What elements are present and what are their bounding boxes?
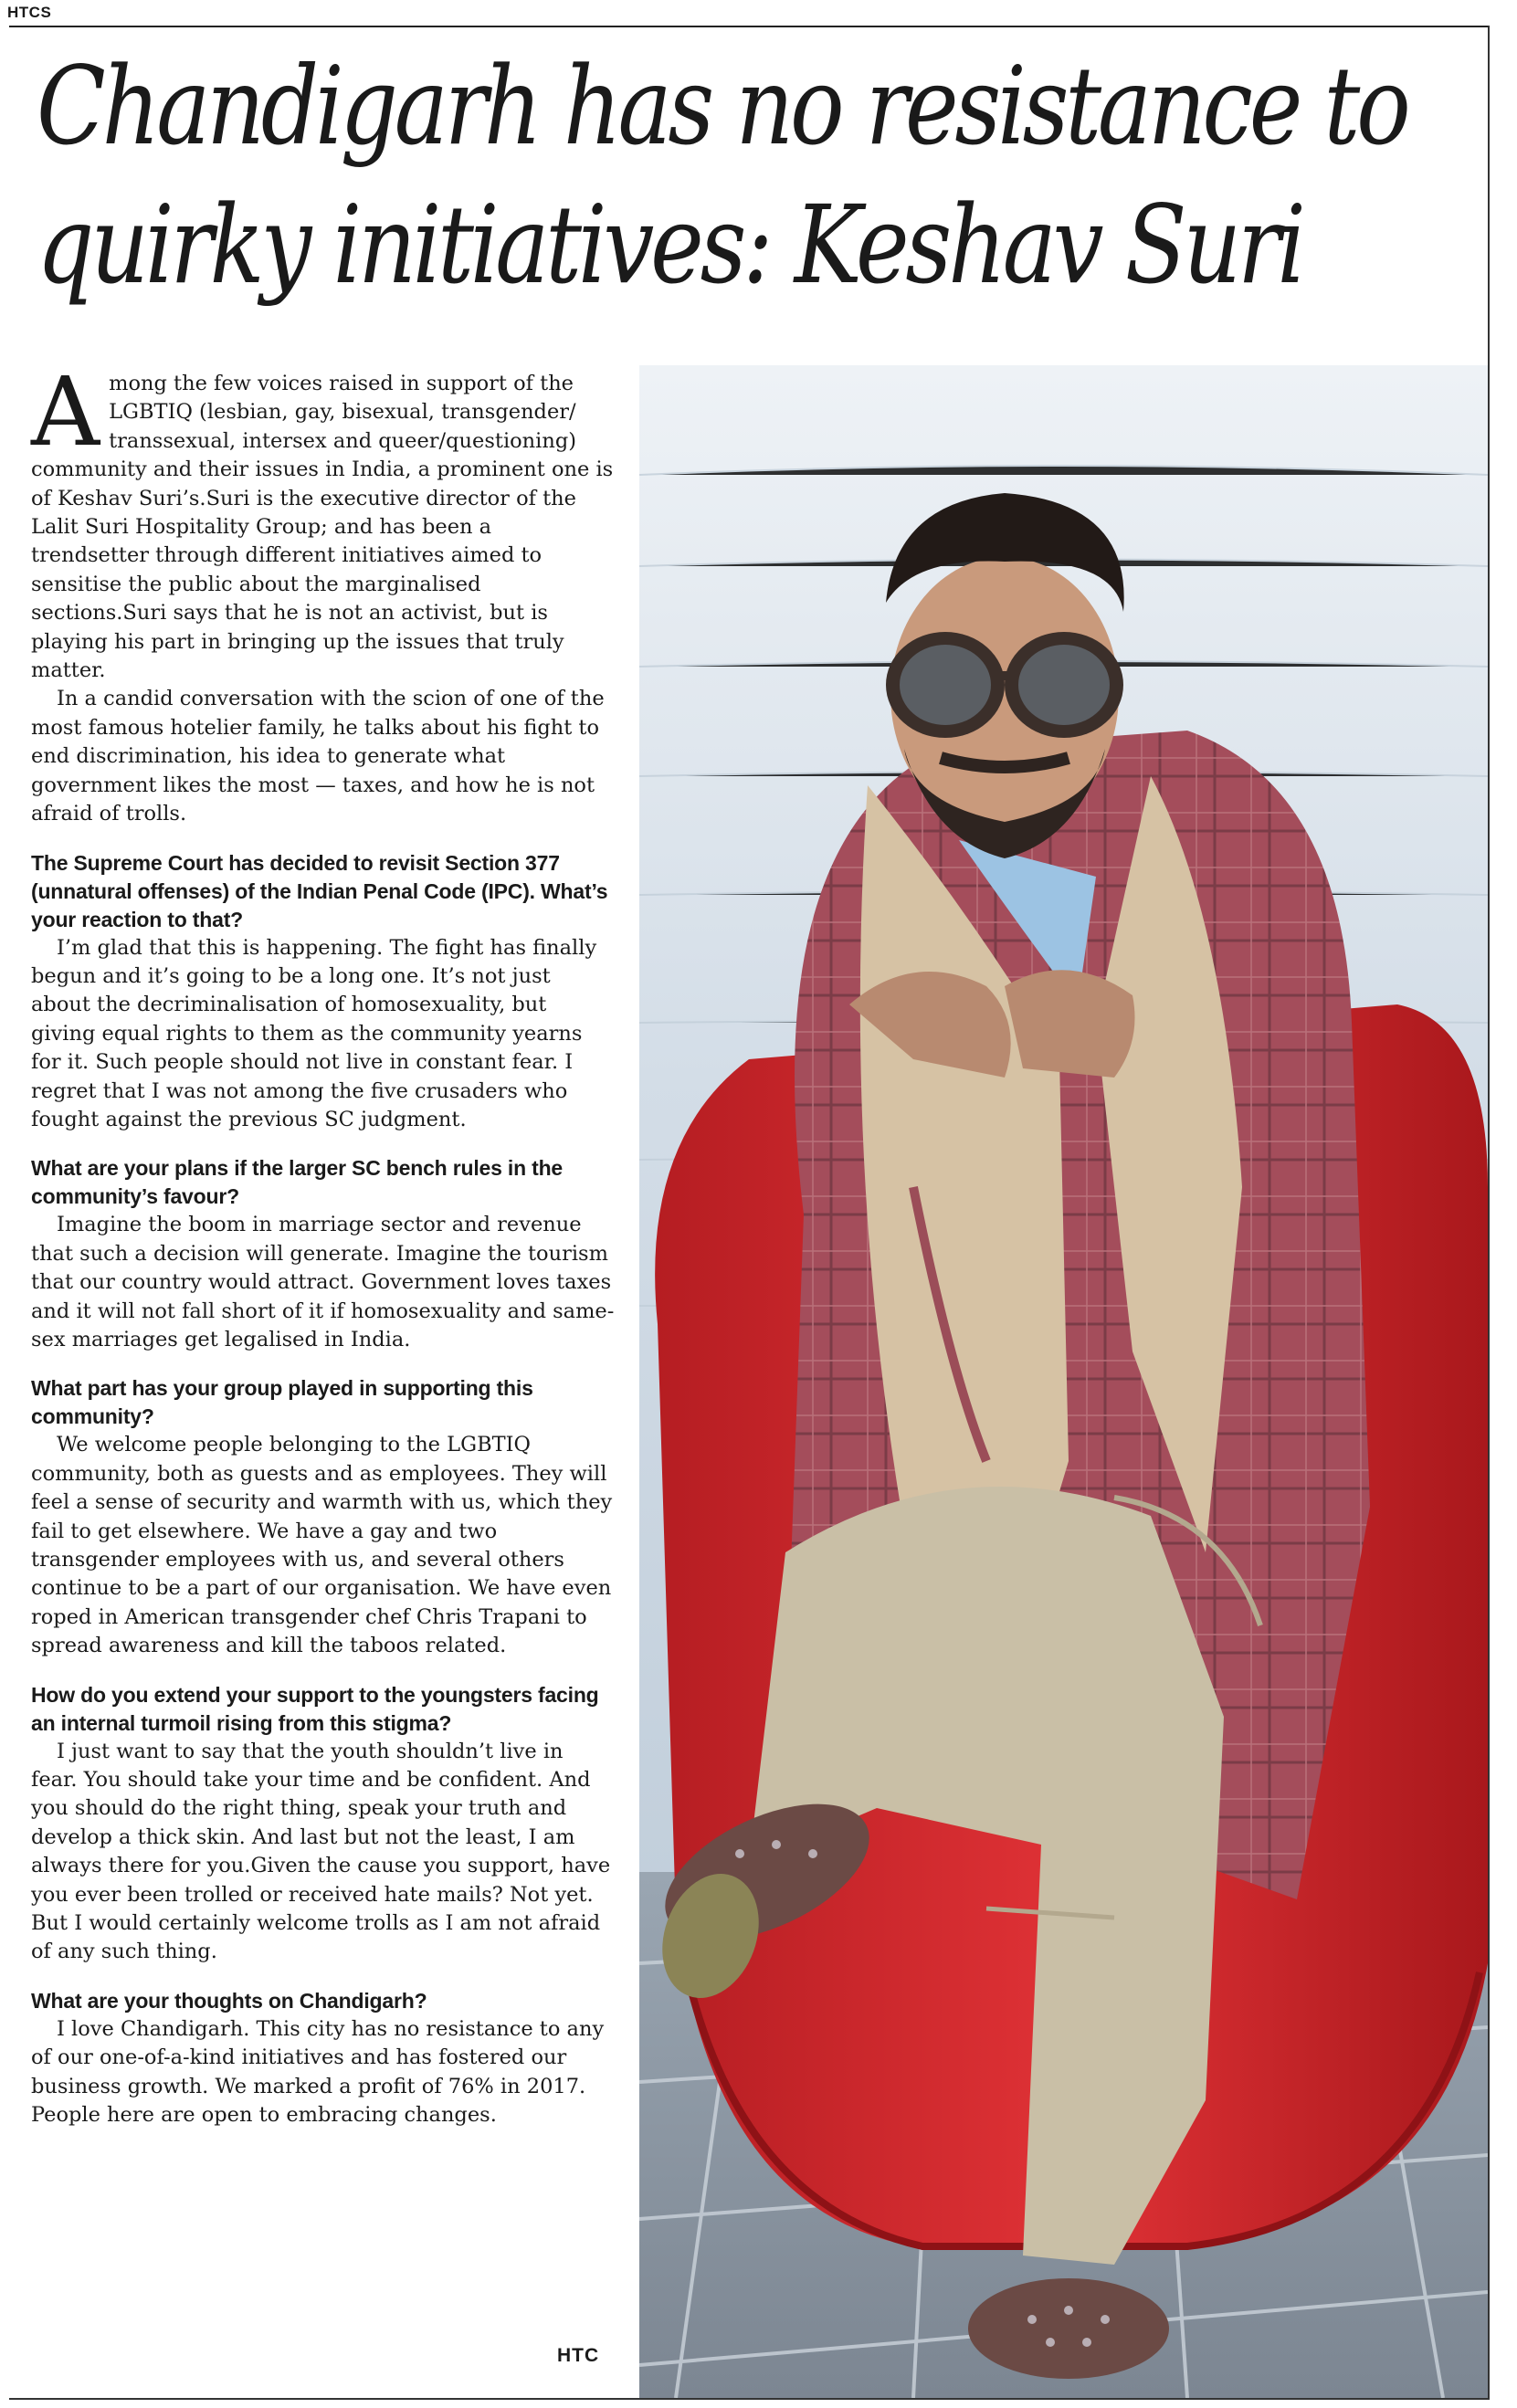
photo-credit: HTC — [557, 2345, 600, 2366]
article-body — [31, 356, 616, 2130]
answer-4: I just want to say that the youth shouldn’t live in fear. You should take your time and be confident. And you should do the right thing, speak your truth and develop a thick skin. And last but not the least, I am always there for you.Given the cause you support, have you ever been trolled or received hate mails? Not yet. But I would certainly welcome trolls as I am not afraid of any such thing. — [31, 1739, 611, 1964]
question-3: What part has your group played in supporting this community? — [31, 1376, 533, 1429]
answer-5: I love Chandigarh. This city has no resistance to any of our one-of-a-kind initiatives and has fostered our business growth. We marked a profit of 76% in 2017. People here are open to embracing changes. — [31, 2016, 605, 2128]
bottom-border — [9, 2398, 1489, 2400]
section-tag: HTCS — [7, 4, 52, 21]
headline-line-2: quirky initiatives: Keshav Suri — [37, 182, 1302, 308]
dropcap: A — [31, 356, 100, 468]
answer-2: Imagine the boom in marriage sector and revenue that such a decision will generate. Imagine the tourism that our country would attract. Government loves taxes and it will not fall short of it if homosexuality and same-sex marriages get legalised in India. — [31, 1213, 615, 1351]
question-1: The Supreme Court has decided to revisit Section 377 (unnatural offenses) of the Indian Penal Code (IPC). What’s your reaction to that? — [31, 850, 608, 931]
right-border — [1488, 26, 1490, 2400]
question-4: How do you extend your support to the youngsters facing an internal turmoil rising from this stigma? — [31, 1682, 599, 1735]
headline-line-1: Chandigarh has no resistance to — [37, 43, 1407, 169]
intro-paragraph-1 — [31, 356, 616, 685]
portrait-photo — [639, 365, 1488, 2398]
answer-1: I’m glad that this is happening. The fight has finally begun and it’s going to be a long one. It’s not just about the decriminalisation of homosexuality, but giving equal rights to them as the community yearns for it. Such people should not live in constant fear. I regret that I was not among the five crusaders who fought against the previous SC judgment. — [31, 935, 597, 1131]
question-2: What are your plans if the larger SC bench rules in the community’s favour? — [31, 1156, 564, 1209]
answer-3: We welcome people belonging to the LGBTIQ community, both as guests and as employees. They will feel a sense of security and warmth with us, which they fail to get elsewhere. We have a gay and two transgender employees with us, and several others continue to be a part of our organisation. We have even roped in American transgender chef Chris Trapani to spread awareness and kill the taboos related. — [31, 1433, 613, 1658]
intro-paragraph-2: In a candid conversation with the scion of one of the most famous hotelier family, he talks about his fight to end discrimination, his idea to generate what government likes the most — taxes, and how he is not afraid of trolls. — [31, 687, 605, 826]
question-5: What are your thoughts on Chandigarh? — [31, 1988, 427, 2013]
top-rule — [9, 26, 1489, 27]
headline — [37, 37, 1407, 314]
intro-text-1: mong the few voices raised in support of the LGBTIQ (lesbian, gay, bisexual, transgender/ transsexual, intersex and queer/questioning) community and their issues in India, a prominent one is of Keshav Suri’s.Suri is the executive director of the Lalit Suri Hospitality Group; and has been a trendsetter through different initiatives aimed to sensitise the public about the marginalised sections.Suri says that he is not an activist, but is playing his part in bringing up the issues that truly matter. — [31, 372, 614, 683]
